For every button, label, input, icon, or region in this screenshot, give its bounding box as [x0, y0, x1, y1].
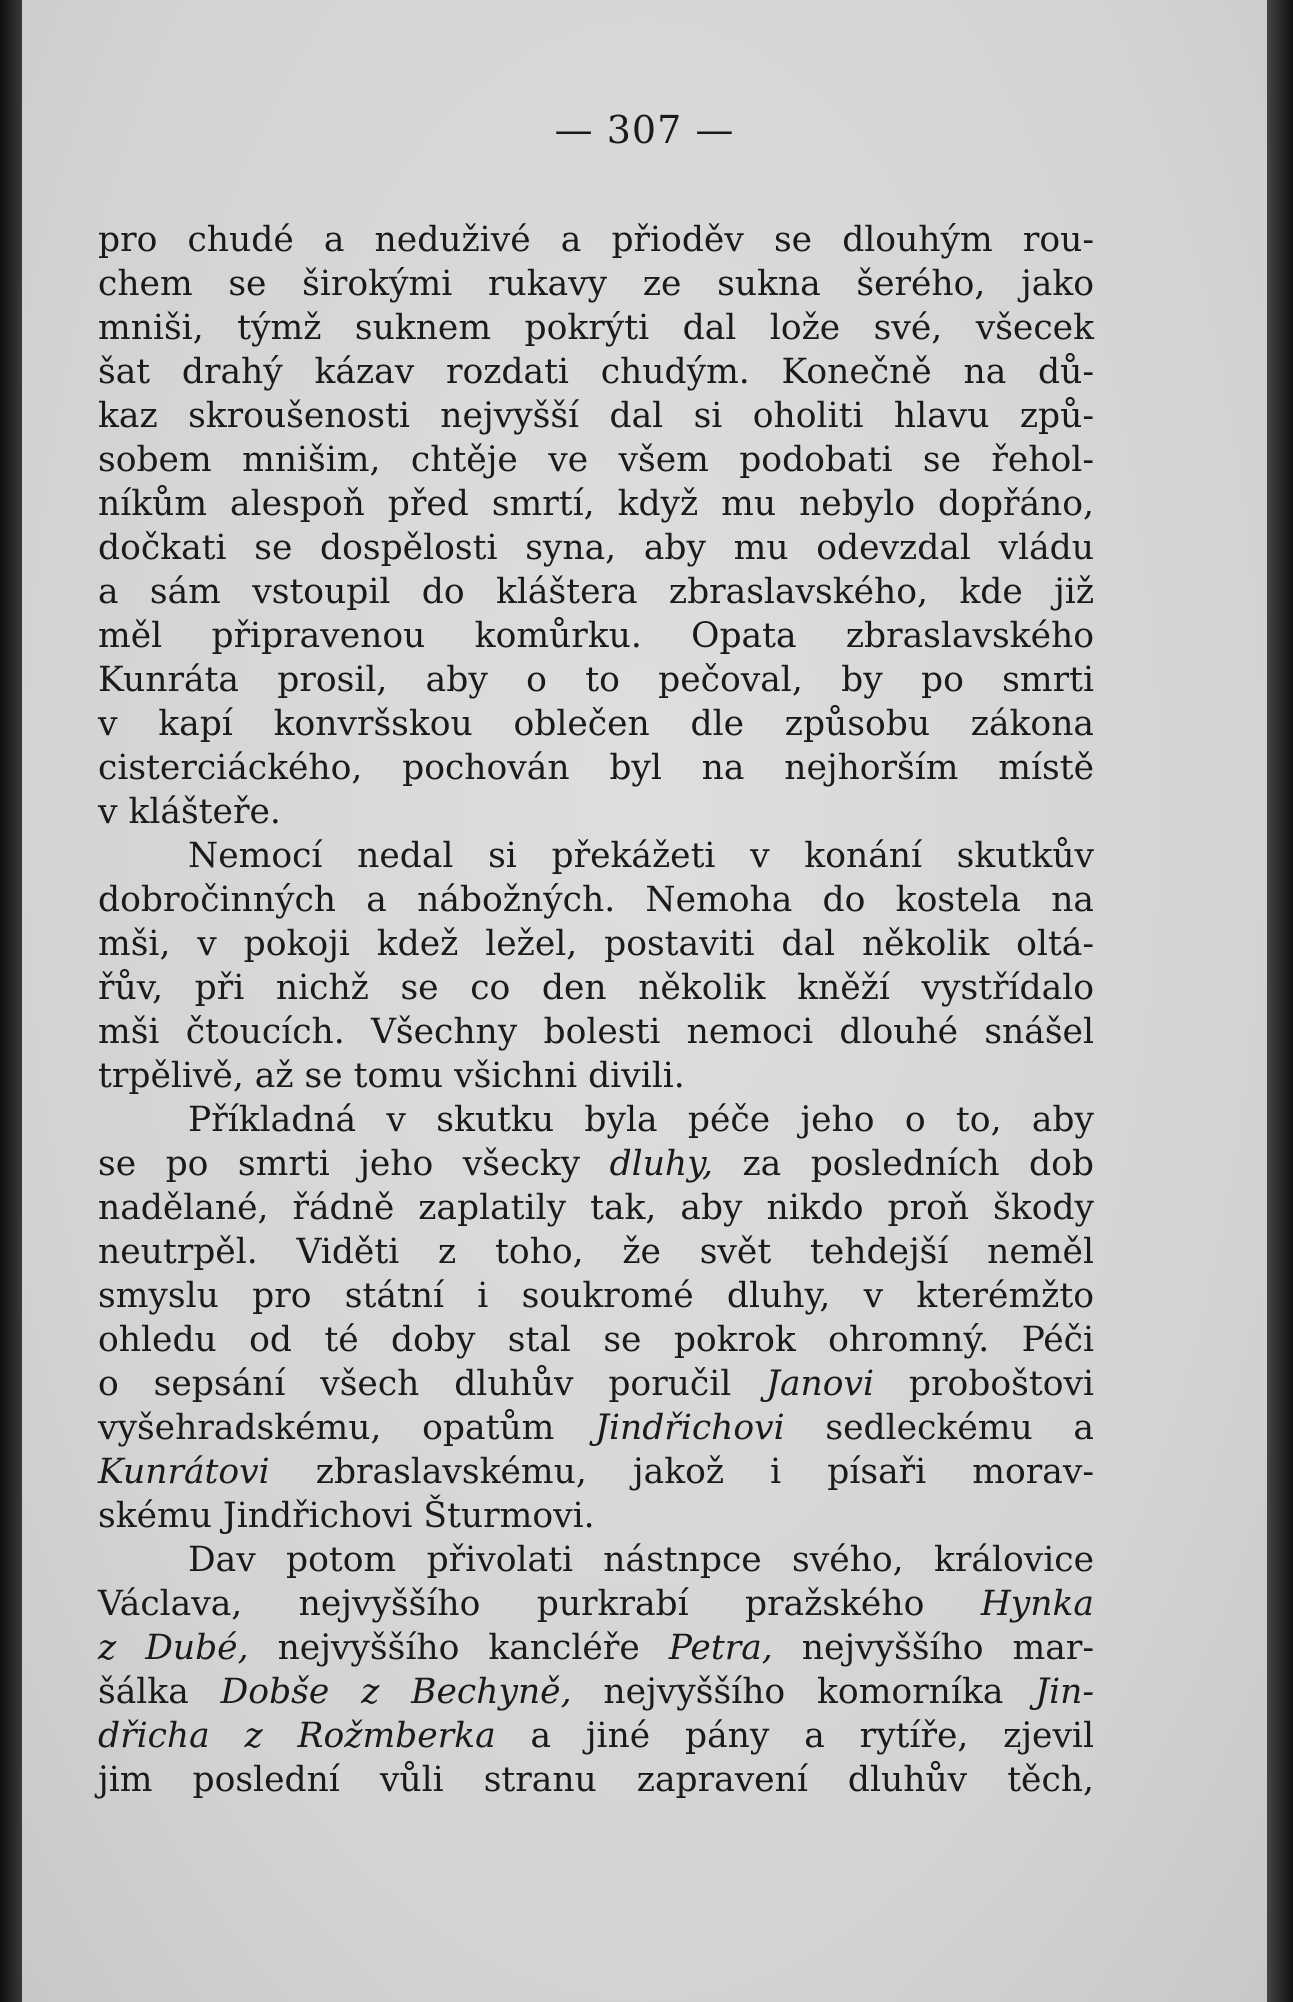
- text-run: mši, v pokoji kdež ležel, postaviti dal několik oltá-: [98, 924, 1094, 964]
- text-run: za posledních dob: [713, 1144, 1094, 1184]
- text-run: Kunráta prosil, aby o to pečoval, by po smrti: [98, 660, 1094, 700]
- italic-name: dluhy,: [609, 1144, 714, 1184]
- text-line: [98, 1758, 1094, 1802]
- text-line: [98, 1230, 1094, 1274]
- body-text: [98, 218, 1094, 1802]
- text-line: [98, 1318, 1094, 1362]
- text-run: Dav potom přivolati nástnpce svého, královice: [188, 1540, 1094, 1580]
- text-run: nejvyššího kancléře: [248, 1628, 669, 1668]
- text-line: [98, 790, 1094, 834]
- text-run: vyšehradskému, opatům: [98, 1408, 596, 1448]
- scan-edge-right: [1267, 0, 1293, 2002]
- text-run: kaz skroušenosti nejvyšší dal si oholiti hlavu způ-: [98, 396, 1094, 436]
- text-run: o sepsání všech dluhův poručil: [98, 1364, 767, 1404]
- italic-name: Janovi: [766, 1364, 875, 1404]
- text-line: [98, 1582, 1094, 1626]
- italic-name: Petra,: [668, 1628, 773, 1668]
- text-run: šat drahý kázav rozdati chudým. Konečně na dů-: [98, 352, 1094, 392]
- text-run: proboštovi: [874, 1364, 1094, 1404]
- text-run: níkům alespoň před smrtí, když mu nebylo dopřáno,: [98, 484, 1094, 524]
- italic-name: Dobše z Bechyně,: [220, 1672, 572, 1712]
- text-line: [98, 482, 1094, 526]
- italic-name: Jindřichovi: [595, 1408, 785, 1448]
- text-line: [98, 702, 1094, 746]
- text-run: jim poslední vůli stranu zapravení dluhův těch,: [98, 1760, 1094, 1800]
- text-run: v klášteře.: [98, 792, 281, 832]
- text-run: trpělivě, až se tomu všichni divili.: [98, 1056, 685, 1096]
- text-run: neutrpěl. Viděti z toho, že svět tehdejší neměl: [98, 1232, 1094, 1272]
- text-line: [98, 1362, 1094, 1406]
- text-line: [98, 1054, 1094, 1098]
- text-run: dobročinných a nábožných. Nemoha do kostela na: [98, 880, 1094, 920]
- scan-edge-left: [0, 0, 22, 2002]
- text-run: a jiné pány a rytíře, zjevil: [495, 1716, 1094, 1756]
- book-page: [22, 0, 1267, 2002]
- text-line: [98, 1626, 1094, 1670]
- text-line: [98, 1406, 1094, 1450]
- text-run: ohledu od té doby stal se pokrok ohromný. Péči: [98, 1320, 1094, 1360]
- text-line: [98, 834, 1094, 878]
- text-run: Příkladná v skutku byla péče jeho o to, aby: [188, 1100, 1094, 1140]
- text-run: se po smrti jeho všecky: [98, 1144, 610, 1184]
- text-line: [98, 1098, 1094, 1142]
- text-line: [98, 746, 1094, 790]
- text-run: cisterciáckého, pochován byl na nejhorším místě: [98, 748, 1094, 788]
- text-run: a sám vstoupil do kláštera zbraslavského, kde již: [98, 572, 1094, 612]
- page-number: — 307 —: [554, 108, 735, 152]
- text-run: nadělané, řádně zaplatily tak, aby nikdo proň škody: [98, 1188, 1094, 1228]
- text-line: [98, 1494, 1094, 1538]
- text-line: [98, 218, 1094, 262]
- text-line: [98, 1186, 1094, 1230]
- italic-name: Hynka: [980, 1584, 1094, 1624]
- text-line: [98, 306, 1094, 350]
- text-run: skému Jindřichovi Šturmovi.: [98, 1496, 595, 1536]
- italic-name: z Dubé,: [98, 1628, 249, 1668]
- italic-name: dřicha z Rožmberka: [98, 1716, 496, 1756]
- text-line: [98, 262, 1094, 306]
- text-run: mniši, týmž suknem pokrýti dal lože své, všecek: [98, 308, 1094, 348]
- text-run: měl připravenou komůrku. Opata zbraslavského: [98, 616, 1094, 656]
- text-line: [98, 966, 1094, 1010]
- text-line: [98, 922, 1094, 966]
- text-run: šálka: [98, 1672, 221, 1712]
- text-line: [98, 570, 1094, 614]
- text-run: chem se širokými rukavy ze sukna šerého, jako: [98, 264, 1094, 304]
- text-run: v kapí konvršskou oblečen dle způsobu zákona: [98, 704, 1094, 744]
- text-run: dočkati se dospělosti syna, aby mu odevzdal vládu: [98, 528, 1094, 568]
- text-line: [98, 350, 1094, 394]
- text-line: [98, 526, 1094, 570]
- text-run: Nemocí nedal si překážeti v konání skutkův: [188, 836, 1094, 876]
- text-line: [98, 1450, 1094, 1494]
- text-line: [98, 878, 1094, 922]
- text-run: mši čtoucích. Všechny bolesti nemoci dlouhé snášel: [98, 1012, 1094, 1052]
- text-line: [98, 1142, 1094, 1186]
- text-line: [98, 658, 1094, 702]
- text-run: pro chudé a neduživé a přioděv se dlouhým rou-: [98, 220, 1094, 260]
- text-line: [98, 1714, 1094, 1758]
- text-run: zbraslavskému, jakož i písaři morav-: [269, 1452, 1094, 1492]
- text-run: Václava, nejvyššího purkrabí pražského: [98, 1584, 981, 1624]
- text-line: [98, 1538, 1094, 1582]
- text-line: [98, 394, 1094, 438]
- text-line: [98, 1274, 1094, 1318]
- italic-name: Jin-: [1035, 1672, 1095, 1712]
- text-run: nejvyššího mar-: [772, 1628, 1094, 1668]
- text-line: [98, 1670, 1094, 1714]
- text-run: nejvyššího komorníka: [571, 1672, 1036, 1712]
- italic-name: Kunrátovi: [98, 1452, 270, 1492]
- text-line: [98, 1010, 1094, 1054]
- text-line: [98, 438, 1094, 482]
- text-run: sedleckému a: [784, 1408, 1094, 1448]
- text-run: sobem mnišim, chtěje ve všem podobati se řehol-: [98, 440, 1094, 480]
- text-run: řův, při nichž se co den několik kněží vystřídalo: [98, 968, 1094, 1008]
- text-run: smyslu pro státní i soukromé dluhy, v kterémžto: [98, 1276, 1094, 1316]
- text-line: [98, 614, 1094, 658]
